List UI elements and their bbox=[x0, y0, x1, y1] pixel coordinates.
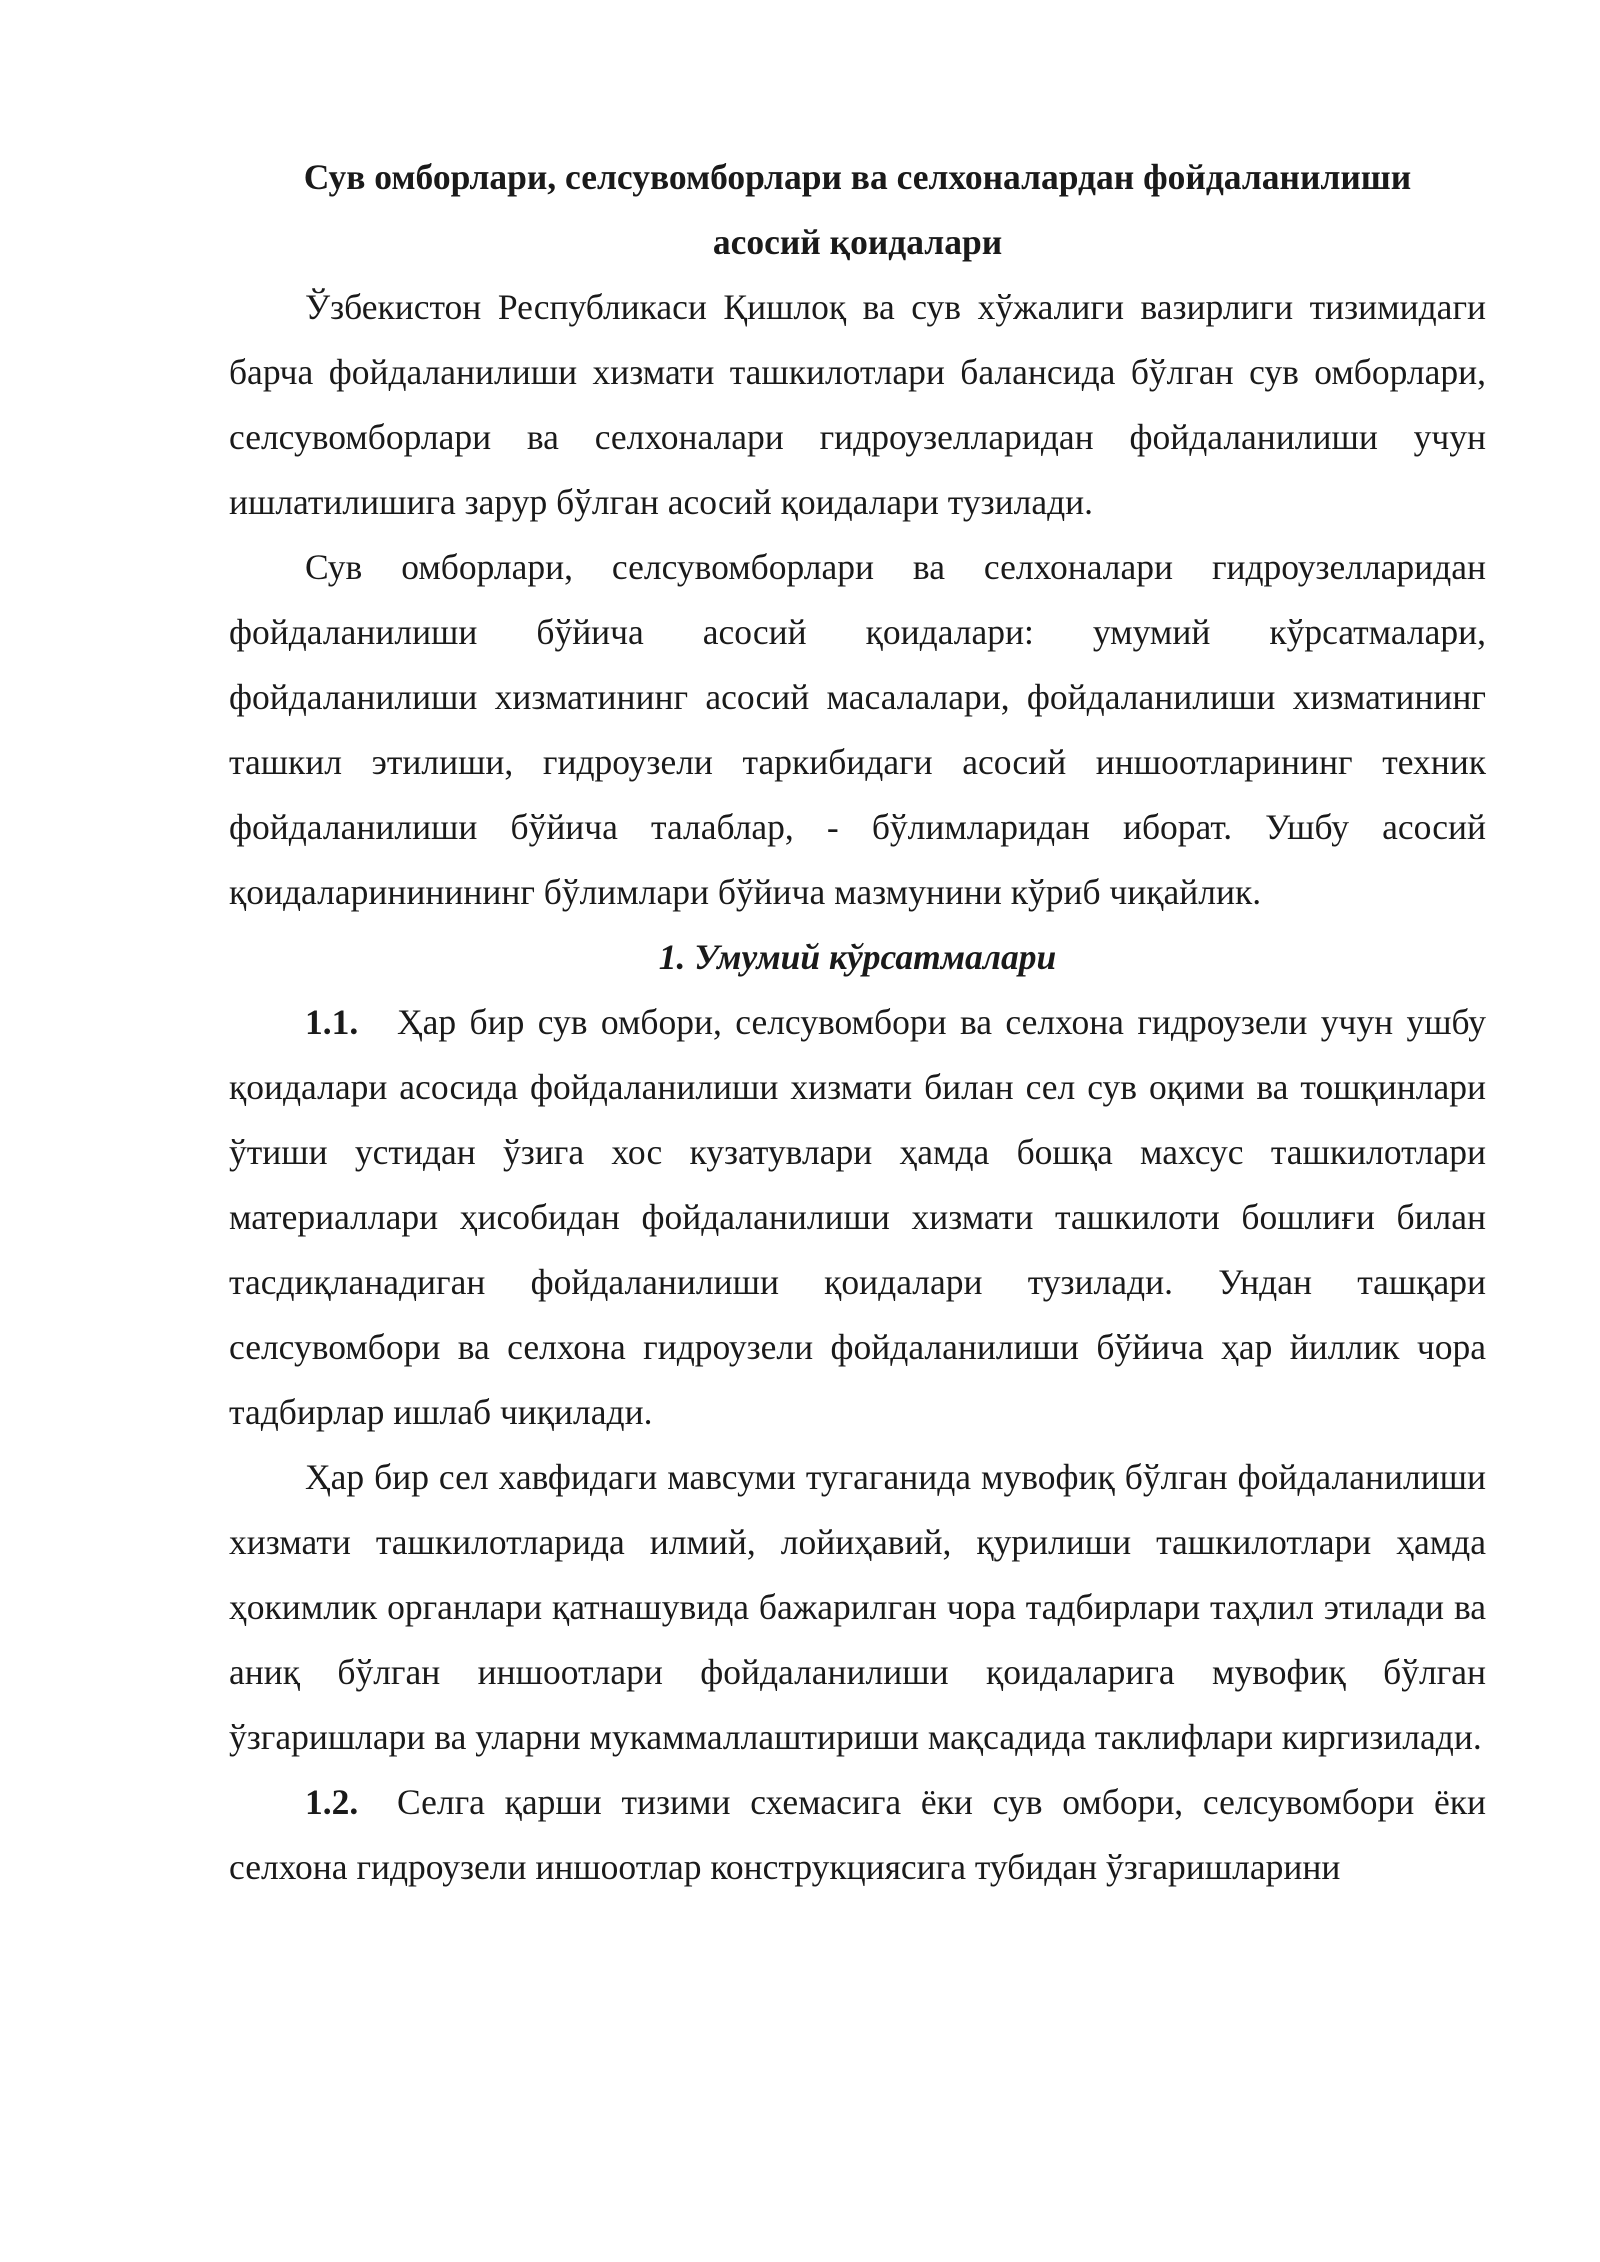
item-1-2 bbox=[229, 1770, 1486, 1900]
document-page bbox=[229, 145, 1486, 1900]
intro-paragraph: Ўзбекистон Республикаси Қишлоқ ва сув хўжалиги вазирлиги тизимидаги барча фойдаланилиши хизмати ташкилотлари балансида бўлган сув омборлари, селсувомборлари ва селхоналари гидроузелларидан фойдаланилиши учун ишлатилишига зарур бўлган асосий қоидалари тузилади. bbox=[229, 287, 1486, 522]
structure-paragraph: Сув омборлари, селсувомборлари ва селхоналари гидроузелларидан фойдаланилиши бўйича асосий қоидалари: умумий кўрсатмалари, фойдаланилиши хизматининг асосий масалалари, фойдаланилиши хизматининг ташкил этилиши, гидроузели таркибидаги асосий иншоотларининг техник фойдаланилиши бўйича талаблар, - бўлимларидан иборат. Ушбу асосий қоидаларининининг бўлимлари бўйича мазмунини кўриб чиқайлик. bbox=[229, 547, 1486, 912]
item-1-1-text: Ҳар бир сув омбори, селсувомбори ва селхона гидроузели учун ушбу қоидалари асосида фойдаланилиши хизмати билан сел сув оқими ва тошқинлари ўтиши устидан ўзига хос кузатувлари ҳамда бошқа махсус ташкилотлари материаллари ҳисобидан фойдаланилиши хизмати ташкилоти бошлиғи билан тасдиқланадиган фойдаланилиши қоидалари тузилади. Ундан ташқари селсувомбори ва селхона гидроузели фойдаланилиши бўйича ҳар йиллик чора тадбирлар ишлаб чиқилади. bbox=[229, 1002, 1486, 1432]
section-1-heading: 1. Умумий кўрсатмалари bbox=[658, 937, 1057, 977]
document-title-line-2: асосий қоидалари bbox=[712, 222, 1003, 262]
item-1-1 bbox=[229, 990, 1486, 1445]
item-1-2-text: Селга қарши тизими схемасига ёки сув омбори, селсувомбори ёки селхона гидроузели иншоотлар конструкциясига тубидан ўзгаришларини bbox=[229, 1782, 1486, 1887]
document-title-line-1: Сув омборлари, селсувомборлари ва селхоналардан фойдаланилиши bbox=[303, 157, 1412, 197]
item-1-1-continuation: Ҳар бир сел хавфидаги мавсуми тугаганида мувофиқ бўлган фойдаланилиши хизмати ташкилотларида илмий, лойиҳавий, қурилиши ташкилотлари ҳамда ҳокимлик органлари қатнашувида бажарилган чора тадбирлари таҳлил этилади ва аниқ бўлган иншоотлари фойдаланилиши қоидаларига мувофиқ бўлган ўзгаришлари ва уларни мукаммаллаштириши мақсадида таклифлари киргизилади. bbox=[229, 1457, 1486, 1757]
item-1-1-number: 1.1. bbox=[305, 1002, 359, 1042]
item-1-2-number: 1.2. bbox=[305, 1782, 359, 1822]
